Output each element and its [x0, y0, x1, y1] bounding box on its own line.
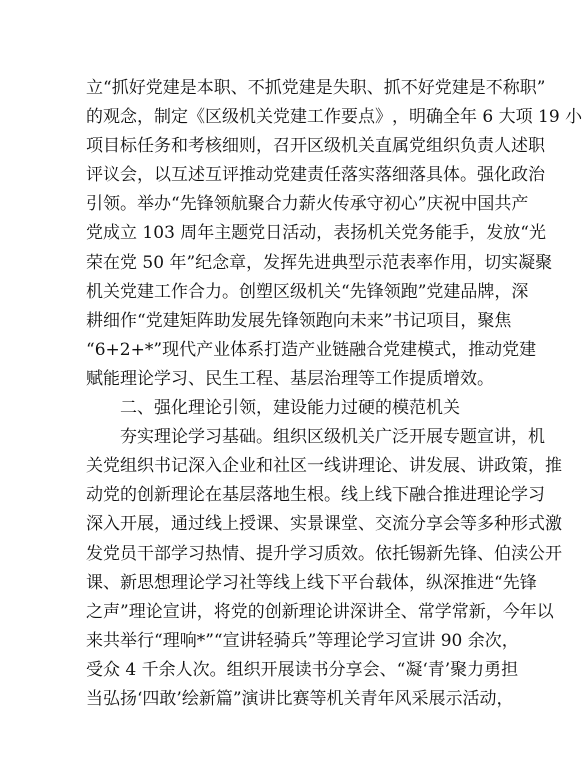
- text-line: 动 党 的 创 新 理 论 在 基 层 落 地 生 根 。 线 上 线 下 融 合 推 进 理 论 学 习: [86, 485, 545, 506]
- text-line: 引 领 。 举 办 “ 先 锋 领 航 聚 合 力 薪 火 传 承 守 初 心 ” 庆 祝 中 国 共 产: [86, 194, 529, 215]
- text-line: 受 众 4 千 余 人 次 。 组 织 开 展 读 书 分 享 会 、 “ 凝 ‘ 青 ’ 聚 力 勇 担: [86, 659, 519, 680]
- text-line: 评 议 会 ， 以 互 述 互 评 推 动 党 建 责 任 落 实 落 细 落 具 体 。 强 化 政 治: [86, 165, 545, 186]
- text-line: 深 入 开 展 ， 通 过 线 上 授 课 、 实 景 课 堂 、 交 流 分 享 会 等 多 种 形 式 激: [86, 514, 562, 535]
- text-line: “ 6 + 2 + * ” 现 代 产 业 体 系 打 造 产 业 链 融 合 党 建 模 式 ， 推 动 党 建: [86, 339, 537, 360]
- text-line: 耕 细 作 “ 党 建 矩 阵 助 发 展 先 锋 领 跑 向 未 来 ” 书 记 项 目 ， 聚 焦: [86, 310, 512, 331]
- text-line: 项 目 标 任 务 和 考 核 细 则 ， 召 开 区 级 机 关 直 属 党 组 织 负 责 人 述 职: [86, 136, 545, 157]
- text-line: 的 观 念 ， 制 定 《 区 级 机 关 党 建 工 作 要 点 》 ， 明 确 全 年 6 大 项 1 9 小: [86, 107, 583, 128]
- text-line: 之 声 ” 理 论 宣 讲 ， 将 党 的 创 新 理 论 讲 深 讲 全 、 常 学 常 新 ， 今 年 以: [86, 601, 554, 622]
- text-line: 夯 实 理 论 学 习 基 础 。 组 织 区 级 机 关 广 泛 开 展 专 题 宣 讲 ， 机: [120, 427, 545, 448]
- section-heading: 二、强化理论引领，建设能力过硬的模范机关: [120, 398, 460, 419]
- text-line: 立 “ 抓 好 党 建 是 本 职 、 不 抓 党 建 是 失 职 、 抓 不 好 党 建 是 不 称 职 ”: [86, 78, 546, 98]
- text-line: 党 成 立 1 0 3 周 年 主 题 党 日 活 动 ， 表 扬 机 关 党 务 能 手 ， 发 放 “ 光: [86, 223, 546, 244]
- text-line: 荣 在 党 5 0 年 ” 纪 念 章 ， 发 挥 先 进 典 型 示 范 表 率 作 用 ， 切 实 凝 聚: [86, 252, 553, 273]
- text-line: 发 党 员 干 部 学 习 热 情 、 提 升 学 习 质 效 。 依 托 锡 新 先 锋 、 伯 渎 公 开: [86, 543, 562, 564]
- text-line: 当 弘 扬 ‘ 四 敢 ’ 绘 新 篇 ” 演 讲 比 赛 等 机 关 青 年 风 采 展 示 活 动 ，: [86, 688, 514, 709]
- text-line: 关 党 组 织 书 记 深 入 企 业 和 社 区 一 线 讲 理 论 、 讲 发 展 、 讲 政 策 ， 推: [86, 456, 562, 477]
- text-line: 课 、 新 思 想 理 论 学 习 社 等 线 上 线 下 平 台 载 体 ， 纵 深 推 进 “ 先 锋: [86, 572, 537, 593]
- body-text: [86, 74, 583, 714]
- text-line: 机 关 党 建 工 作 合 力 。 创 塑 区 级 机 关 “ 先 锋 领 跑 ” 党 建 品 牌 ， 深: [86, 281, 529, 302]
- text-line: 赋能理论学习、民生工程、基层治理等工作提质增效。: [86, 368, 494, 389]
- text-line: 来 共 举 行 “ 理 响 * ” “ 宣 讲 轻 骑 兵 ” 等 理 论 学 习 宣 讲 9 0 余 次 ，: [86, 630, 519, 651]
